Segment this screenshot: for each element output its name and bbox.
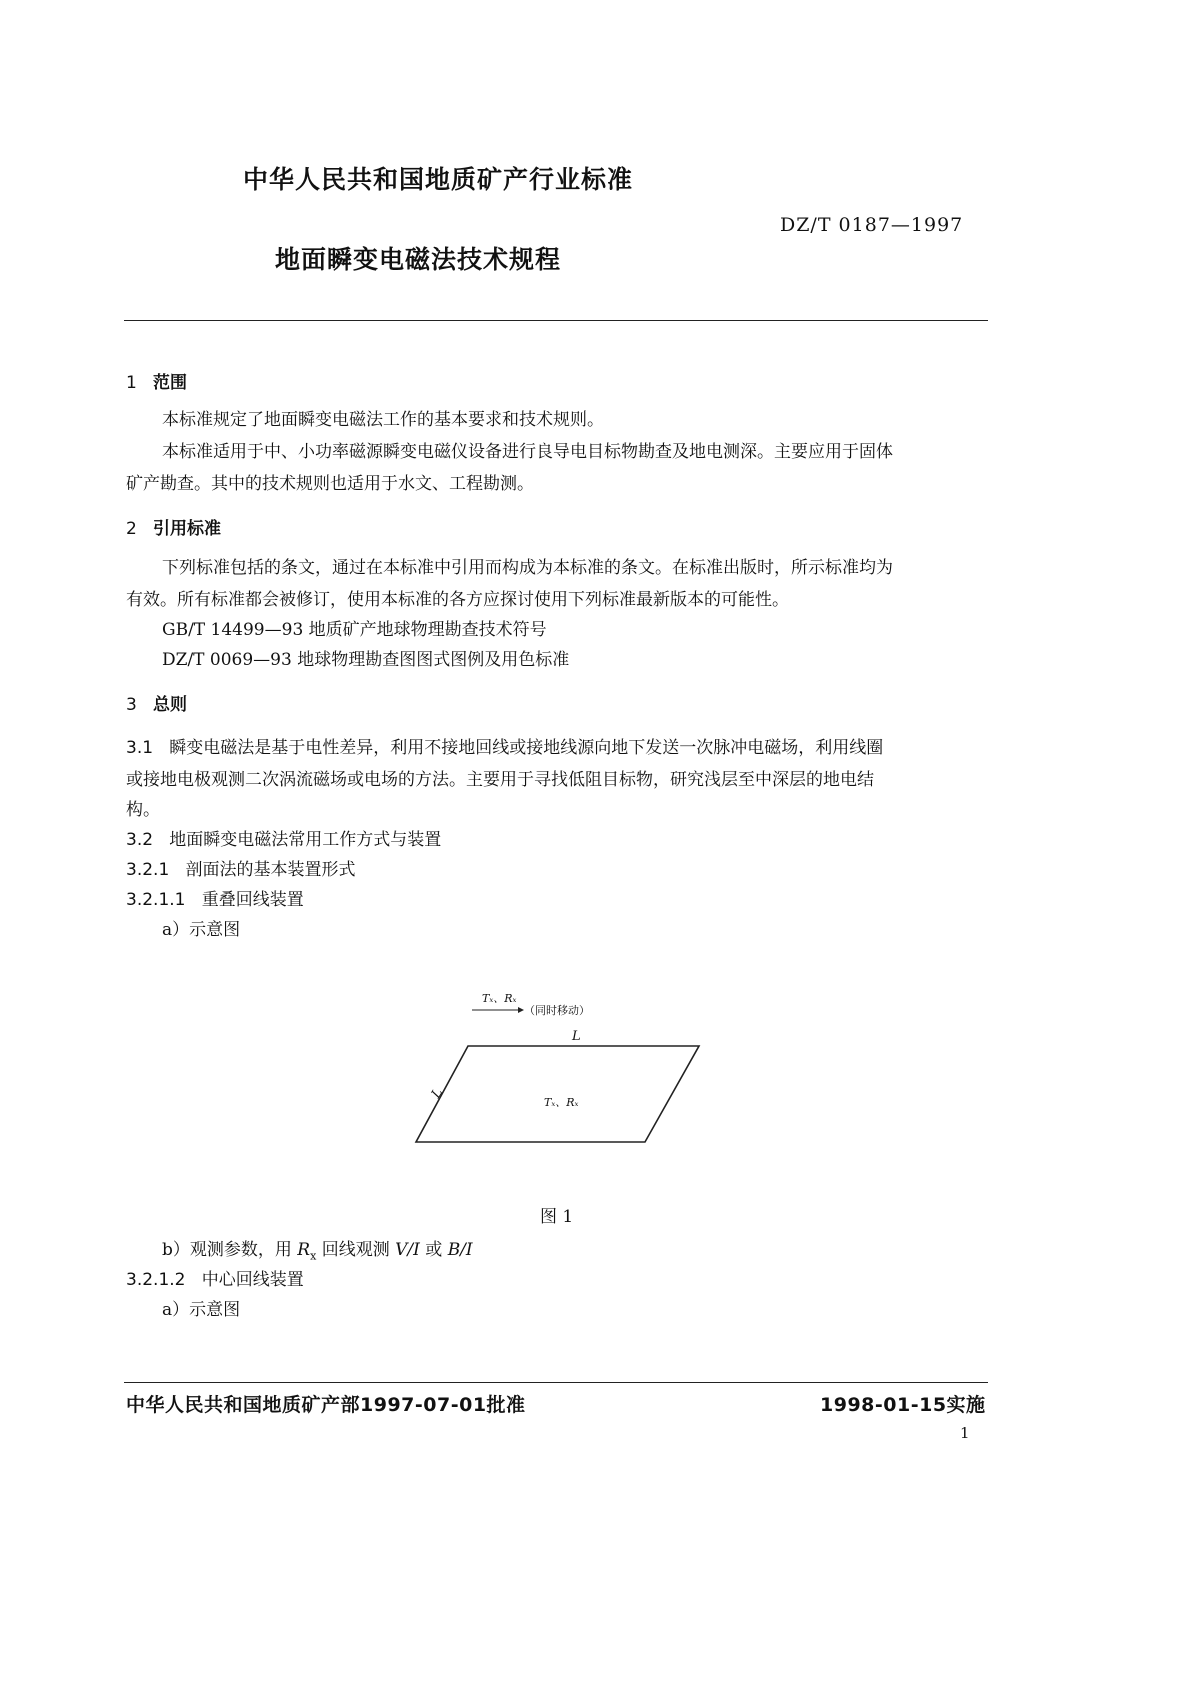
effective-date: 1998-01-15实施 <box>820 1394 986 1416</box>
footer-rule <box>124 1382 988 1383</box>
figure-1-side-top-label: L <box>572 1029 581 1044</box>
figure-1-caption: 图 1 <box>540 1207 574 1227</box>
reference-1: GB/T 14499—93 地质矿产地球物理勘查技术符号 <box>162 620 547 640</box>
section-1-para-2-line-2: 矿产勘查。其中的技术规则也适用于水文、工程勘测。 <box>126 474 534 494</box>
clause-3-2-1-1-number: 3.2.1.1 <box>126 890 186 910</box>
section-2-heading <box>126 514 221 539</box>
clause-3-2-1-2-number: 3.2.1.2 <box>126 1270 186 1290</box>
document-title: 地面瞬变电磁法技术规程 <box>275 245 562 274</box>
clause-3-2-1-text: 剖面法的基本装置形式 <box>185 860 356 880</box>
section-1-title: 范围 <box>153 373 188 393</box>
clause-3-2-1-1-text: 重叠回线装置 <box>201 890 304 910</box>
clause-b-rx: R <box>297 1240 311 1260</box>
clause-b-prefix: b）观测参数，用 <box>162 1240 292 1260</box>
clause-3-2-1-2-a: a）示意图 <box>162 1300 241 1320</box>
section-3-title: 总则 <box>153 695 188 715</box>
clause-b-mid: 回线观测 <box>321 1240 390 1260</box>
clause-b-bi: B/I <box>447 1240 473 1260</box>
clause-3-1-number: 3.1 <box>126 738 154 758</box>
clause-3-1-text: 瞬变电磁法是基于电性差异，利用不接地回线或接地线源向地下发送一次脉冲电磁场，利用线圈 <box>169 738 884 758</box>
clause-3-2 <box>126 824 441 856</box>
clause-3-2-1-2 <box>126 1264 304 1296</box>
figure-1-diagram <box>400 985 720 1175</box>
figure-1-center-label: Tₓ、Rₓ <box>544 1096 579 1109</box>
section-1-number: 1 <box>126 373 137 393</box>
clause-3-2-1-1 <box>126 884 304 916</box>
standard-number: DZ/T 0187—1997 <box>780 214 964 236</box>
clause-3-2-number: 3.2 <box>126 830 154 850</box>
figure-1-move-note: （同时移动） <box>524 1004 590 1017</box>
figure-1-move-label: Tₓ、Rₓ <box>482 992 517 1005</box>
clause-b-rx-sub: x <box>310 1249 317 1263</box>
page-number: 1 <box>960 1424 970 1442</box>
section-2-para-line-1: 下列标准包括的条文，通过在本标准中引用而构成为本标准的条文。在标准出版时，所示标准均为 <box>162 558 893 578</box>
clause-3-2-1-number: 3.2.1 <box>126 860 170 880</box>
clause-3-2-1-1-a: a）示意图 <box>162 920 241 940</box>
clause-3-1-line-1 <box>126 732 883 764</box>
header-rule <box>124 320 988 321</box>
section-1-para-1: 本标准规定了地面瞬变电磁法工作的基本要求和技术规则。 <box>162 410 604 430</box>
clause-3-1-line-3: 构。 <box>126 800 160 820</box>
clause-3-2-1-2-text: 中心回线装置 <box>201 1270 304 1290</box>
reference-2: DZ/T 0069—93 地球物理勘查图图式图例及用色标准 <box>162 650 570 670</box>
approval-line: 中华人民共和国地质矿产部1997-07-01批准 <box>126 1394 526 1416</box>
clause-3-2-text: 地面瞬变电磁法常用工作方式与装置 <box>169 830 442 850</box>
section-1-para-2-line-1: 本标准适用于中、小功率磁源瞬变电磁仪设备进行良导电目标物勘查及地电测深。主要应用于固体 <box>162 442 893 462</box>
section-3-heading <box>126 690 187 715</box>
section-2-title: 引用标准 <box>153 519 222 539</box>
figure-1-loop <box>416 1046 699 1142</box>
section-1-heading <box>126 368 187 393</box>
section-2-para-line-2: 有效。所有标准都会被修订，使用本标准的各方应探讨使用下列标准最新版本的可能性。 <box>126 590 789 610</box>
clause-3-2-1 <box>126 854 355 886</box>
clause-3-1-line-2: 或接地电极观测二次涡流磁场或电场的方法。主要用于寻找低阻目标物，研究浅层至中深层的地电结 <box>126 770 874 790</box>
clause-b-vi: V/I <box>395 1240 420 1260</box>
figure-1-side-left-label: L <box>428 1085 447 1102</box>
clause-b-or: 或 <box>425 1240 443 1260</box>
section-2-number: 2 <box>126 519 137 539</box>
org-standard-heading: 中华人民共和国地质矿产行业标准 <box>243 165 634 194</box>
section-3-number: 3 <box>126 695 137 715</box>
